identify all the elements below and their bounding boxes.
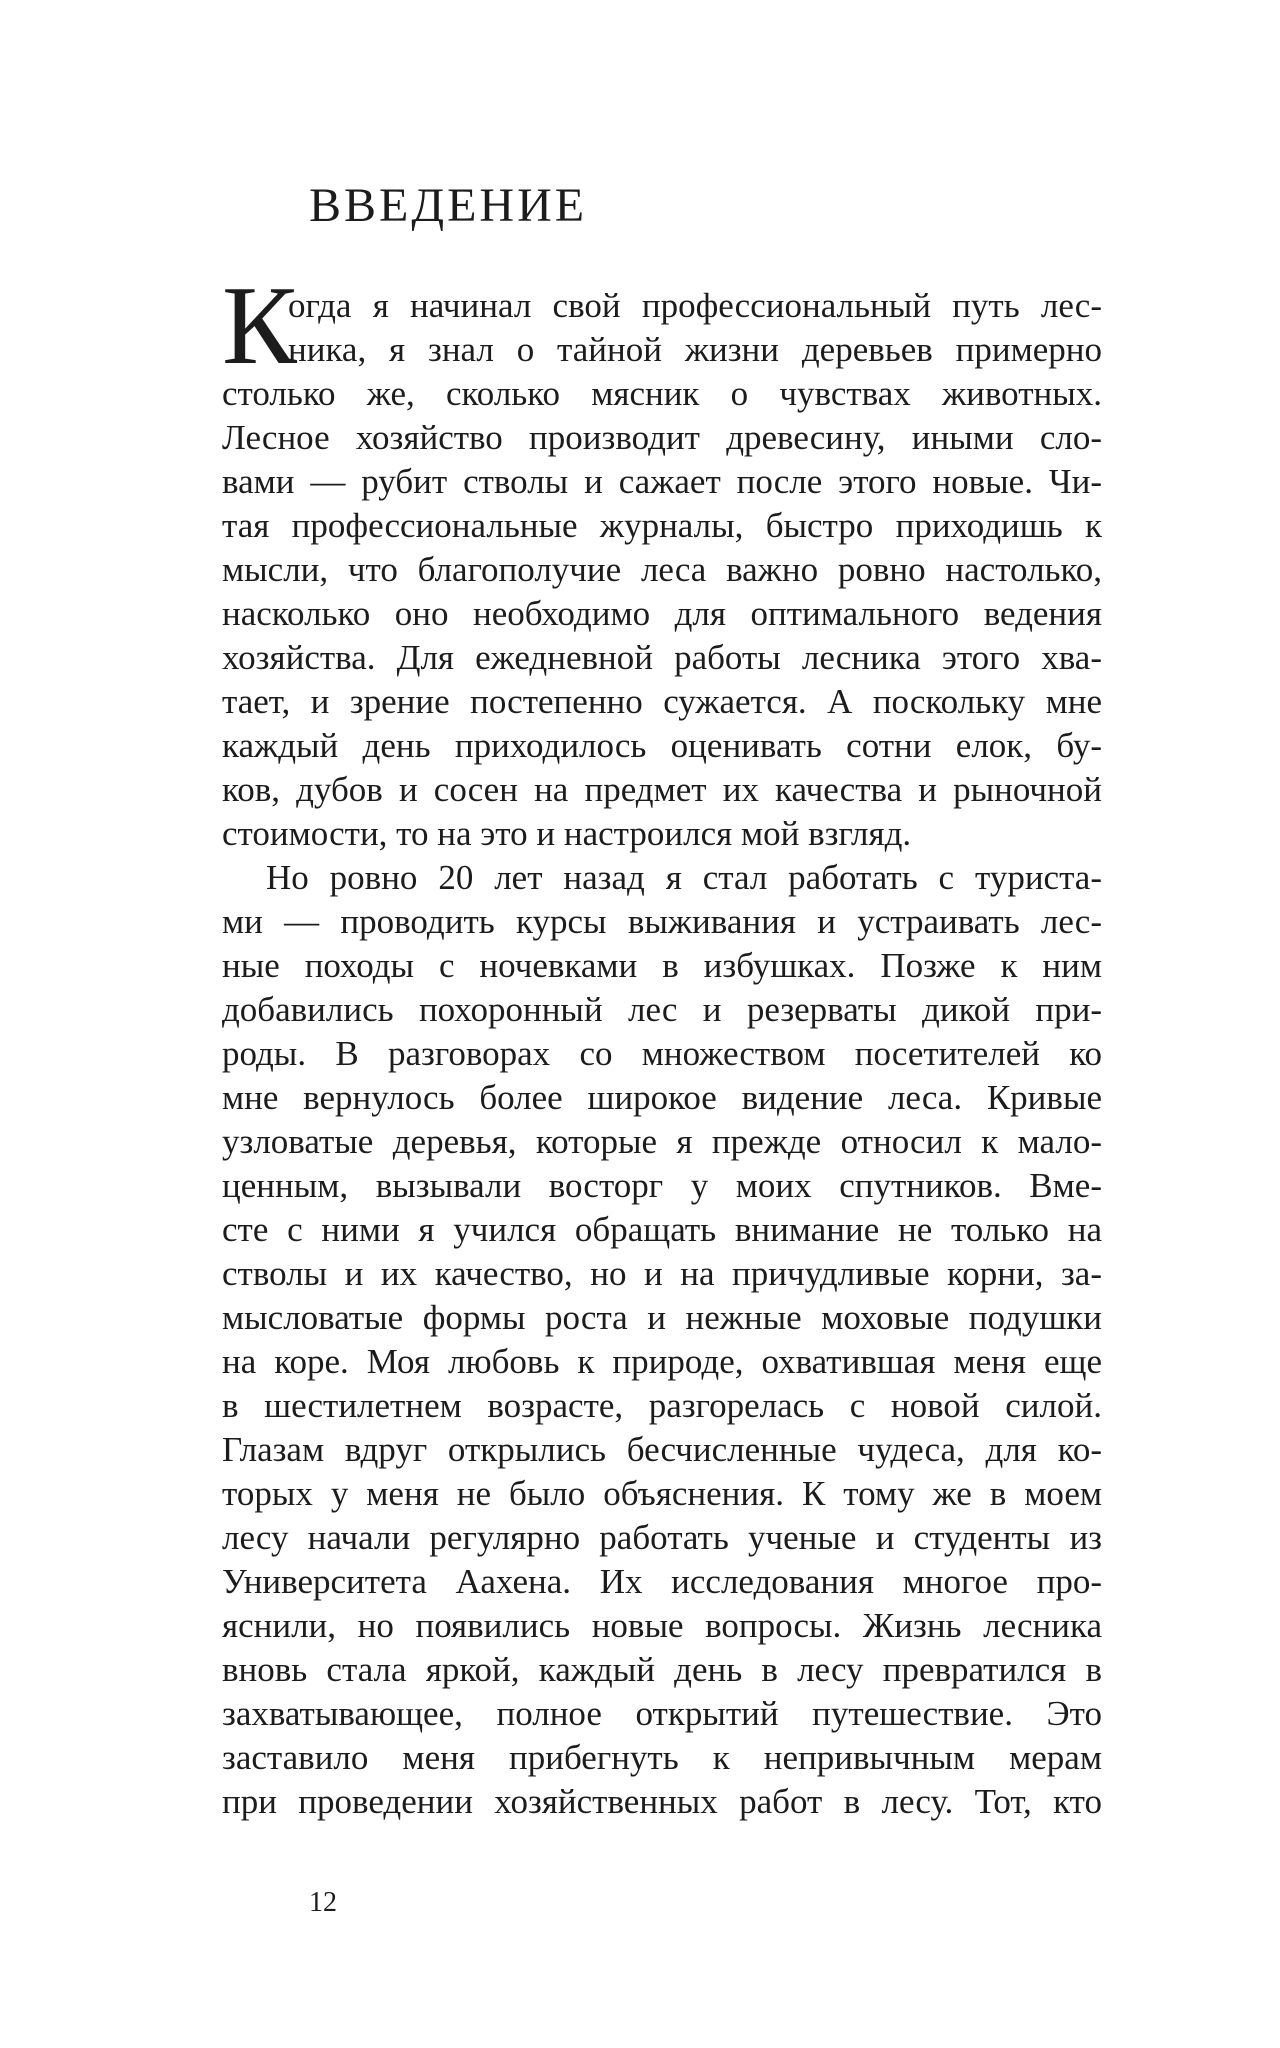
text-line: вновь стала яркой, каждый день в лесу превратился в <box>222 1650 1102 1689</box>
text-line: добавились похоронный лес и резерваты дикой при- <box>222 990 1102 1029</box>
text-line: при проведении хозяйственных работ в лесу. Тот, кто <box>222 1782 1102 1821</box>
text-line: стволы и их качество, но и на причудливые корни, за- <box>222 1254 1102 1293</box>
drop-cap: К <box>222 264 297 388</box>
text-line: Глазам вдруг открылись бесчисленные чудеса, для ко- <box>222 1430 1102 1469</box>
text-line: ника, я знал о тайной жизни деревьев примерно <box>288 330 1102 369</box>
text-line: тая профессиональные журналы, быстро приходишь к <box>222 506 1102 545</box>
body-text <box>222 264 1102 1824</box>
text-line: ценным, вызывали восторг у моих спутников. Вме- <box>222 1166 1102 1205</box>
text-line: торых у меня не было объяснения. К тому же в моем <box>222 1474 1102 1513</box>
text-line: роды. В разговорах со множеством посетителей ко <box>222 1034 1102 1073</box>
text-line: стоимости, то на это и настроился мой взгляд. <box>222 814 912 853</box>
text-line: мысли, что благополучие леса важно ровно настолько, <box>222 550 1102 589</box>
text-line: мысловатые формы роста и нежные моховые подушки <box>222 1298 1102 1337</box>
text-line: огда я начинал свой профессиональный путь лес- <box>288 286 1102 325</box>
text-line: сте с ними я учился обращать внимание не только на <box>222 1210 1102 1249</box>
text-line: хозяйства. Для ежедневной работы лесника этого хва- <box>222 638 1102 677</box>
paragraph-1 <box>222 264 1102 856</box>
text-line: узловатые деревья, которые я прежде относил к мало- <box>222 1122 1102 1161</box>
text-line: мне вернулось более широкое видение леса. Кривые <box>222 1078 1102 1117</box>
text-line: вами — рубит стволы и сажает после этого новые. Чи- <box>222 462 1102 501</box>
paragraph-2 <box>222 856 1102 1824</box>
text-line: на коре. Моя любовь к природе, охватившая меня еще <box>222 1342 1102 1381</box>
text-line: насколько оно необходимо для оптимального ведения <box>222 594 1102 633</box>
text-line: ков, дубов и сосен на предмет их качества и рыночной <box>222 770 1102 809</box>
text-line: Но ровно 20 лет назад я стал работать с туриста- <box>266 858 1102 897</box>
text-line: тает, и зрение постепенно сужается. А поскольку мне <box>222 682 1102 721</box>
text-line: ные походы с ночевками в избушках. Позже к ним <box>222 946 1102 985</box>
chapter-title: ВВЕДЕНИЕ <box>309 179 588 232</box>
text-line: столько же, сколько мясник о чувствах животных. <box>222 374 1102 413</box>
text-line: яснили, но появились новые вопросы. Жизнь лесника <box>222 1606 1102 1645</box>
text-line: Лесное хозяйство производит древесину, иными сло- <box>222 418 1102 457</box>
text-line: захватывающее, полное открытий путешествие. Это <box>222 1694 1102 1733</box>
text-line: лесу начали регулярно работать ученые и студенты из <box>222 1518 1102 1557</box>
text-line: ми — проводить курсы выживания и устраивать лес- <box>222 902 1102 941</box>
text-line: Университета Аахена. Их исследования многое про- <box>222 1562 1102 1601</box>
text-line: в шестилетнем возрасте, разгорелась с новой силой. <box>222 1386 1102 1425</box>
text-line: каждый день приходилось оценивать сотни елок, бу- <box>222 726 1102 765</box>
page-number: 12 <box>309 1887 337 1918</box>
text-line: заставило меня прибегнуть к непривычным мерам <box>222 1738 1102 1777</box>
